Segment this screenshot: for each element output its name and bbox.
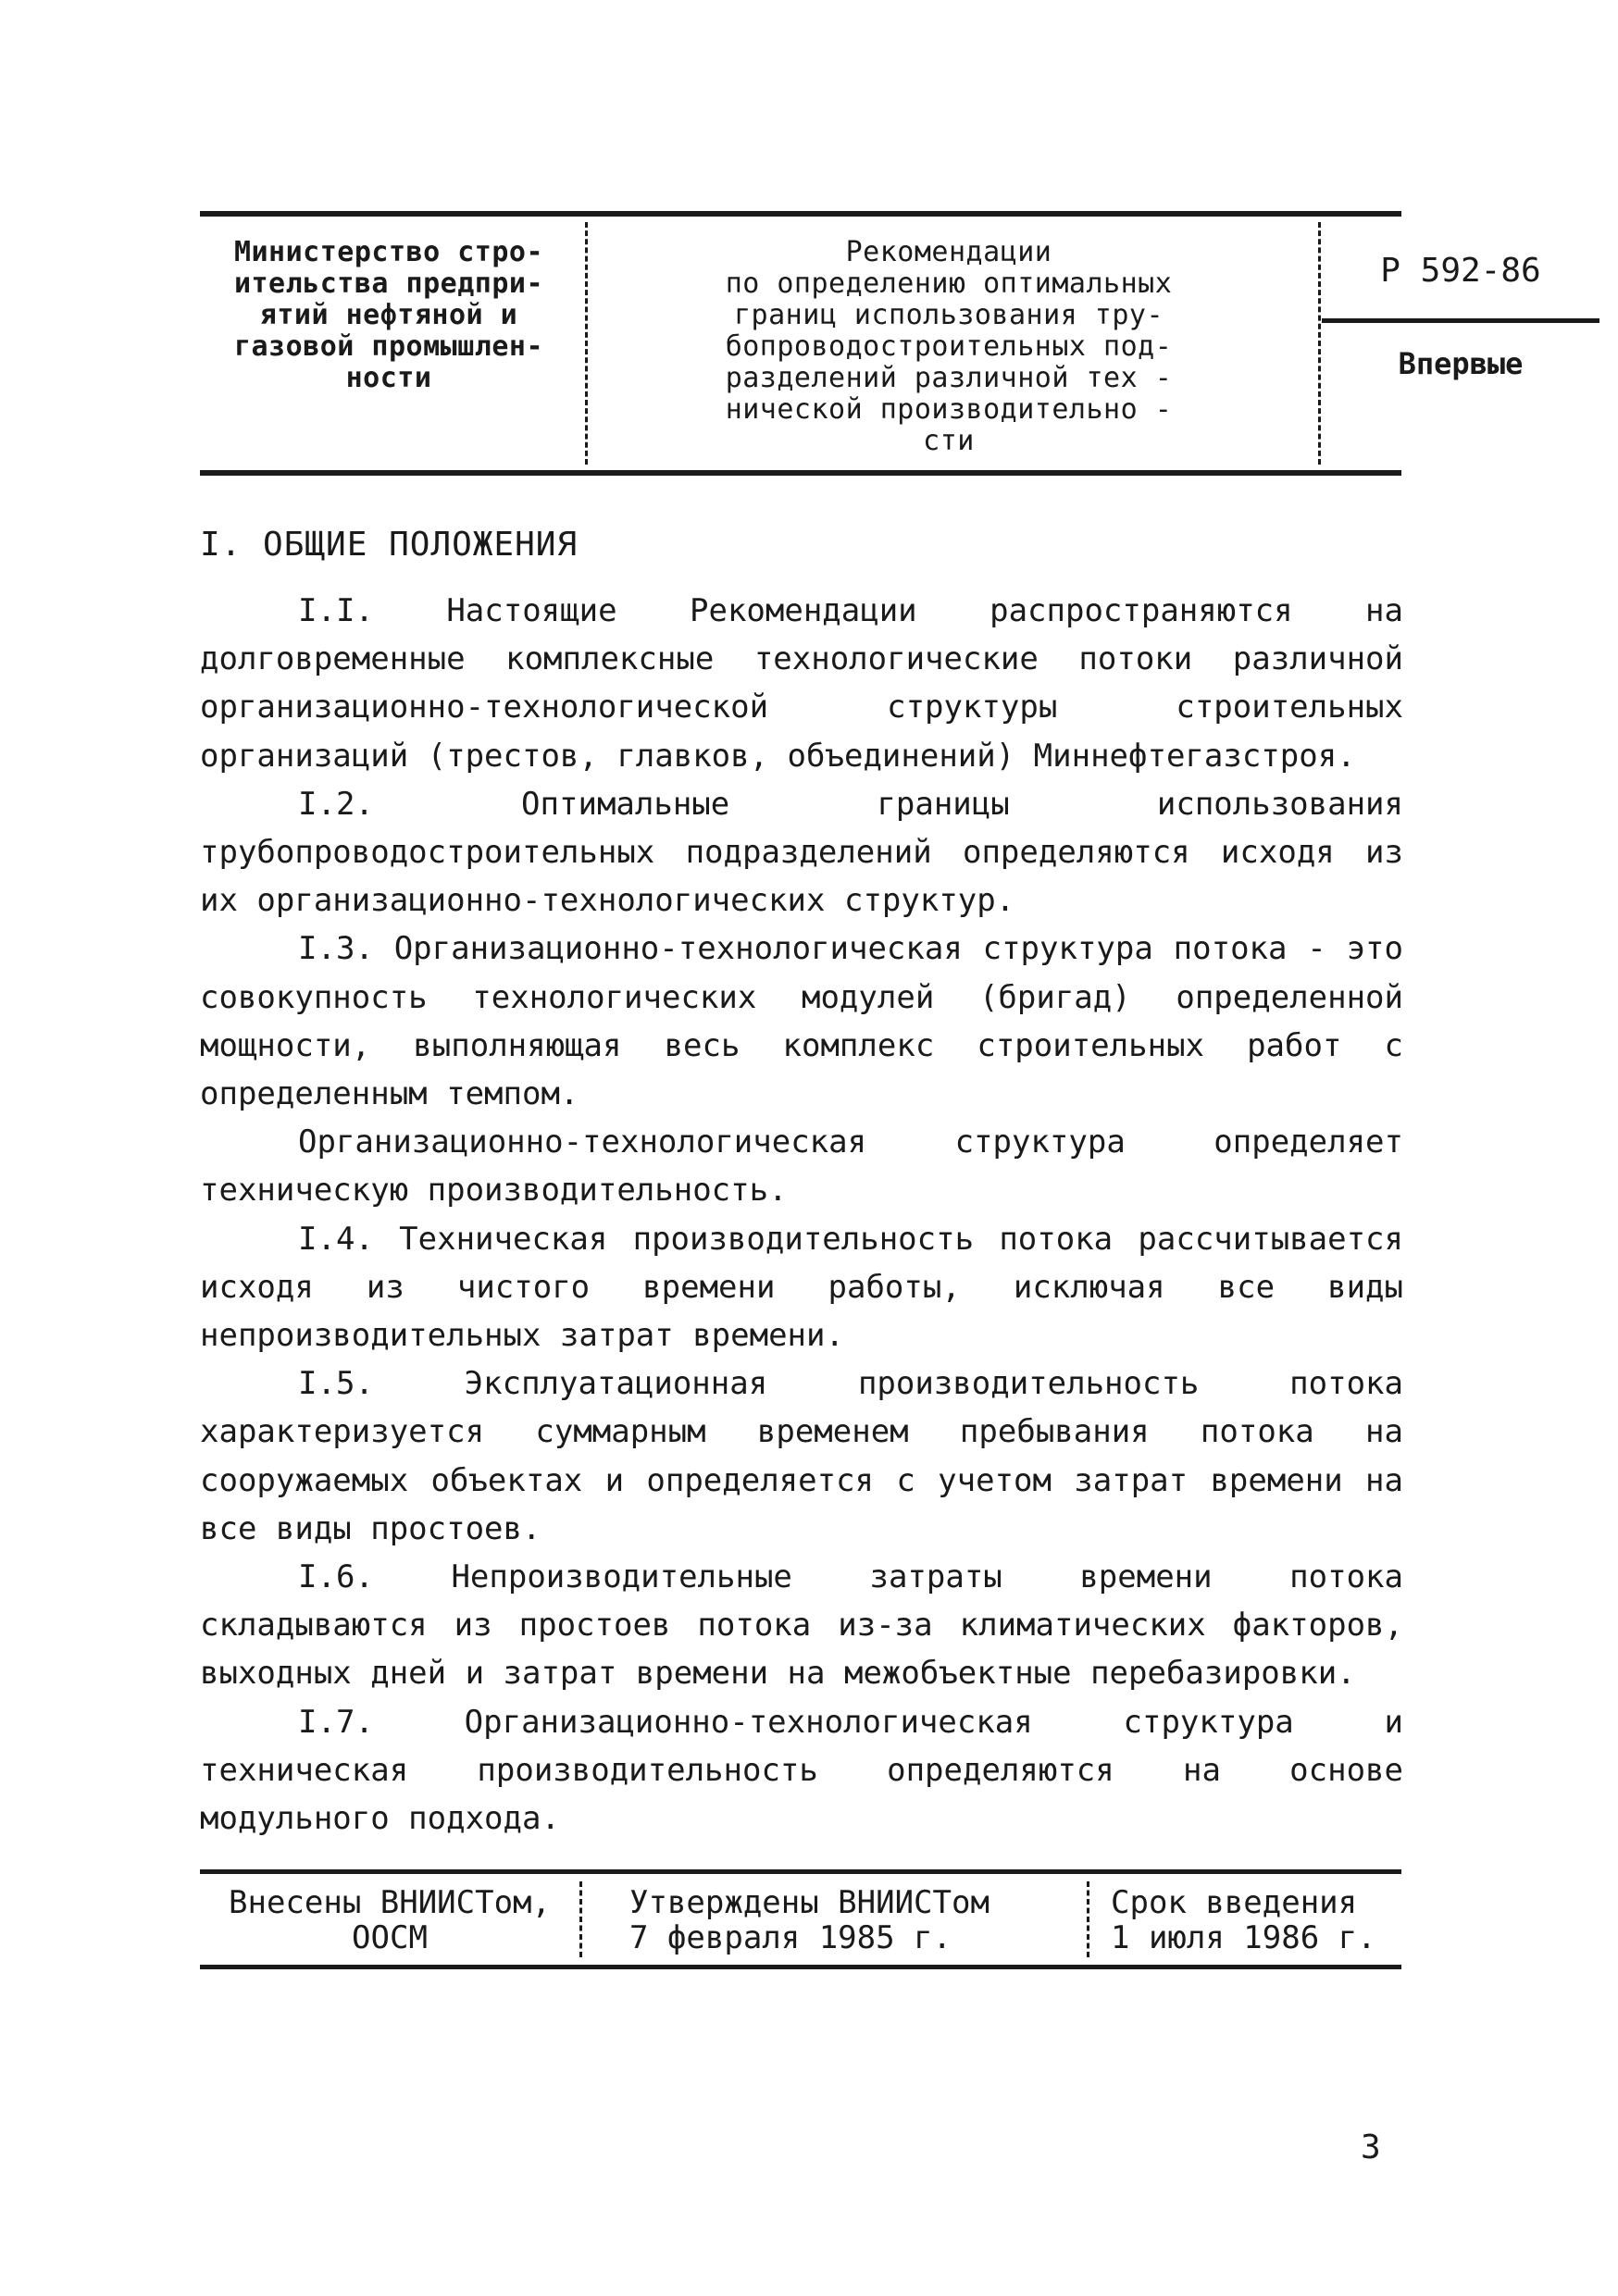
- introduced-by: Внесены ВНИИСТом, ООСМ: [229, 1884, 551, 1956]
- document-status: Впервые: [1398, 346, 1524, 381]
- paragraph: Организационно-технологическая структура определяет техническую производительность.: [200, 1123, 1403, 1210]
- body-text: [200, 587, 1403, 1843]
- paragraph: I.2. Оптимальные границы использования трубопроводостроительных подразделений определяются исходя из их организационно-технологических структур.: [200, 785, 1403, 920]
- paragraph: I.I. Настоящие Рекомендации распространяются на долговременные комплексные технологические потоки различной организационно-технологической структуры строительных организаций (трестов, главков, объединений) Миннефтегазстроя.: [200, 592, 1403, 775]
- header-divider: [1318, 222, 1321, 465]
- document-code: Р 592-86: [1322, 222, 1599, 323]
- header-table: [200, 211, 1541, 476]
- footer-divider: [1087, 1881, 1089, 1957]
- ministry-name: Министерство стро- ительства предпри- ятий нефтяной и газовой промышлен- ности: [233, 236, 544, 394]
- paragraph: I.7. Организационно-технологическая структура и техническая производительность определяются на основе модульного подхода.: [200, 1703, 1403, 1838]
- document-title: Рекомендации по определению оптимальных границ использования тру- бопроводостроительных под- разделений различной тех - нической производительно - сти: [725, 236, 1173, 457]
- footer-divider: [579, 1881, 582, 1957]
- paragraph: I.4. Техническая производительность потока рассчитывается исходя из чистого времени работы, исключая все виды непроизводительных затрат времени.: [200, 1220, 1403, 1355]
- approved-by: Утверждены ВНИИСТом 7 февраля 1985 г.: [629, 1884, 989, 1956]
- page-number: 3: [1361, 2128, 1381, 2166]
- paragraph: I.3. Организационно-технологическая структура потока - это совокупность технологических модулей (бригад) определенной мощности, выполняющая весь комплекс строительных работ с определенным темпом.: [200, 930, 1403, 1113]
- section-title: I. ОБЩИЕ ПОЛОЖЕНИЯ: [200, 526, 579, 564]
- header-ministry-cell: [200, 222, 578, 465]
- header-code-cell: [1322, 222, 1599, 465]
- paragraph: I.5. Эксплуатационная производительность потока характеризуется суммарным временем пребывания потока на сооружаемых объектах и определяется с учетом затрат времени на все виды простоев.: [200, 1365, 1403, 1547]
- paragraph: I.6. Непроизводительные затраты времени потока складываются из простоев потока из-за климатических факторов, выходных дней и затрат времени на межобъектные перебазировки.: [200, 1558, 1403, 1693]
- footer-table: [200, 1869, 1401, 1969]
- effective-date: Срок введения 1 июля 1986 г.: [1111, 1884, 1376, 1956]
- header-title-cell: [581, 222, 1316, 465]
